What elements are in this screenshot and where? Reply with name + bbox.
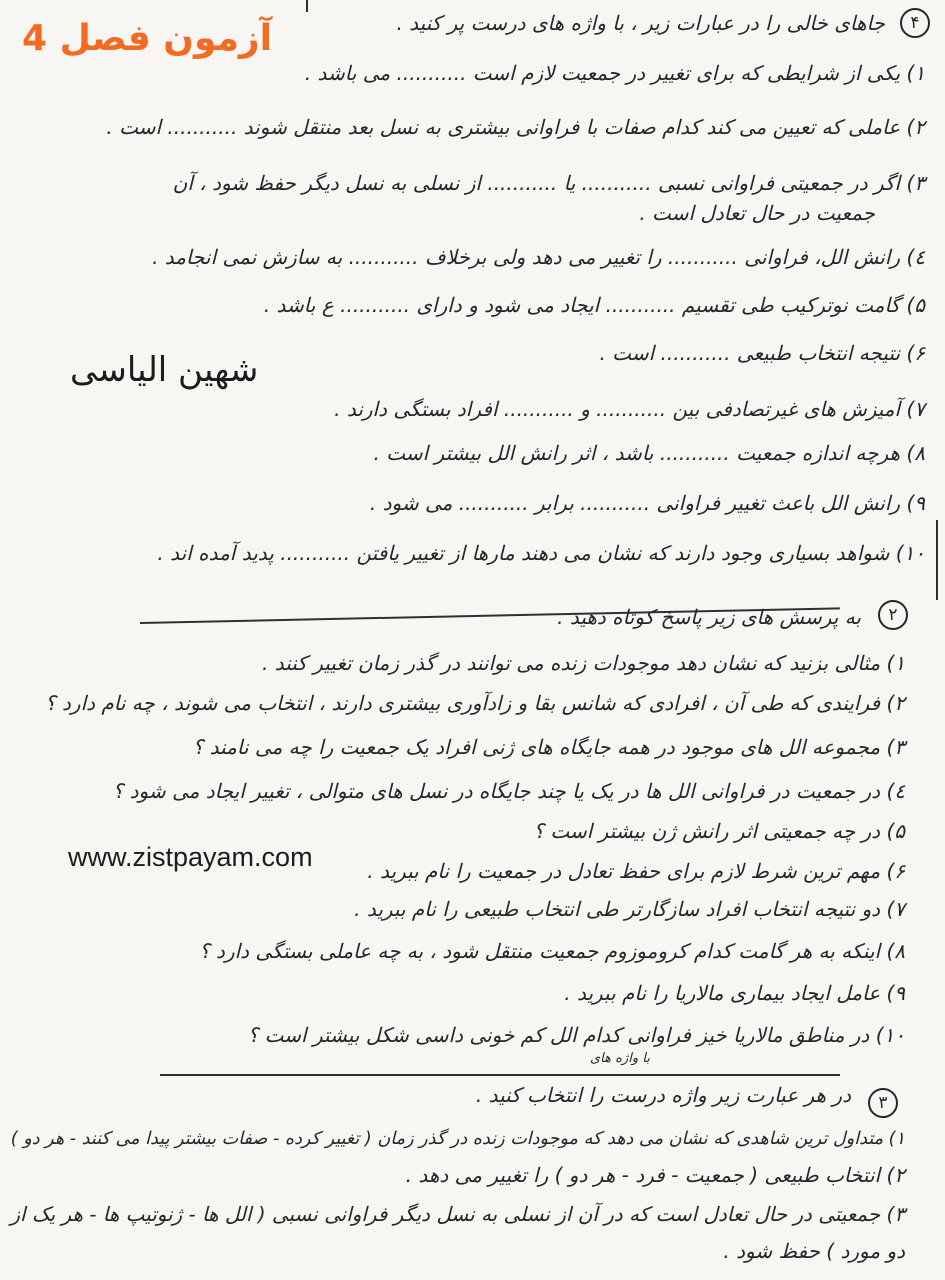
item-text: نتیجه انتخاب طبیعی ........... است .: [599, 341, 901, 365]
section2-item: [45, 690, 905, 716]
item-text: متداول ترین شاهدی که نشان می دهد که موجودات زنده در گذر زمان ( تغییر کرده - صفات بیشتر پیدا می کنند - هر دو ): [10, 1129, 884, 1149]
item-text: دو مورد ) حفظ شود .: [723, 1239, 905, 1263]
item-number: ۲): [886, 1163, 905, 1187]
section-divider: [160, 1074, 840, 1076]
item-text: اینکه به هر گامت کدام کروموزوم جمعیت منتقل شود ، به چه عاملی بستگی دارد ؟: [199, 939, 881, 963]
author-name: شهین الیاسی: [70, 350, 259, 390]
item-text: رانش الل، فراوانی ........... را تغییر می دهد ولی برخلاف ........... به سازش نمی انجامد .: [152, 245, 901, 269]
section2-item: [367, 858, 905, 884]
section1-item: [157, 540, 925, 566]
section1-number: ۴: [900, 8, 930, 38]
item-number: ۳): [886, 1203, 905, 1226]
item-number: ۲): [906, 115, 925, 139]
item-text: جمعیت در حال تعادل است .: [639, 201, 875, 225]
item-text: انتخاب طبیعی ( جمعیت - فرد - هر دو ) را تغییر می دهد .: [405, 1163, 881, 1187]
section2-item: [354, 896, 905, 922]
section2-item: [533, 818, 905, 844]
item-number: ۷): [886, 897, 905, 921]
section3-instruction: در هر عبارت زیر واژه درست را انتخاب کنید .: [475, 1083, 851, 1107]
website-watermark: www.zistpayam.com: [68, 842, 313, 872]
item-number: ۸): [906, 441, 925, 465]
item-number: ۵): [886, 819, 905, 843]
item-text: گامت نوترکیب طی تقسیم ........... ایجاد می شود و دارای ........... ع باشد .: [263, 293, 901, 317]
item-number: ۲): [886, 691, 905, 715]
item-number: ۷): [906, 397, 925, 421]
item-text: دو نتیجه انتخاب افراد سازگارتر طی انتخاب طبیعی را نام ببرید .: [354, 897, 881, 921]
section1-item: [305, 60, 925, 86]
item-number: ۱۰): [895, 541, 925, 565]
item-text: فرایندی که طی آن ، افرادی که شانس بقا و زادآوری بیشتری دارند ، انتخاب می شوند ، چه نام دارد ؟: [45, 691, 881, 715]
item-number: ۳): [886, 735, 905, 759]
section2-item: [262, 650, 905, 676]
item-number: ٤): [906, 245, 925, 269]
section1-item: [334, 396, 925, 422]
item-number: ۸): [886, 939, 905, 963]
section2-item: [248, 1022, 905, 1048]
item-text: جمعیتی در حال تعادل است که در آن از نسلی به نسل دیگر فراوانی نسبی ( الل ها - ژنوتیپ ها - هر یک از: [10, 1203, 881, 1226]
item-text: مثالی بزنید که نشان دهد موجودات زنده می توانند در گذر زمان تغییر کنند .: [262, 651, 881, 675]
item-text: رانش الل باعث تغییر فراوانی ........... برابر ........... می شود .: [369, 491, 901, 515]
item-number: ٤): [886, 779, 905, 803]
top-pen-mark: [306, 0, 308, 12]
item-text: در چه جمعیتی اثر رانش ژن بیشتر است ؟: [533, 819, 881, 843]
item-number: ۱): [886, 651, 905, 675]
section1-instruction: جاهای خالی را در عبارات زیر ، با واژه های درست پر کنید .: [396, 11, 885, 35]
section2-item: [564, 980, 905, 1006]
section1-item: [106, 114, 925, 140]
margin-pen-mark: [936, 520, 938, 600]
section3-item: [406, 1162, 905, 1188]
item-number: ۹): [886, 981, 905, 1005]
item-number: ۳): [906, 171, 925, 195]
item-text: عاملی که تعیین می کند کدام صفات با فراوانی بیشتری به نسل بعد منتقل شوند ........... است .: [106, 115, 901, 139]
item-number: ۶): [886, 859, 905, 883]
item-text: در مناطق مالاریا خیز فراوانی کدام الل کم خونی داسی شکل بیشتر است ؟: [247, 1023, 870, 1047]
section1-item-continued: [639, 200, 875, 226]
item-number: ۹): [906, 491, 925, 515]
item-text: مهم ترین شرط لازم برای حفظ تعادل در جمعیت را نام ببرید .: [367, 859, 881, 883]
item-text: آمیزش های غیرتصادفی بین ........... و ........... افراد بستگی دارند .: [334, 397, 901, 421]
section2-instruction: به پرسش های زیر پاسخ کوتاه دهید .: [557, 605, 861, 629]
correction-note: با واژه های: [590, 1051, 650, 1066]
section1-item: [152, 244, 925, 270]
section3-item: [10, 1202, 905, 1228]
item-text: یکی از شرایطی که برای تغییر در جمعیت لازم است ........... می باشد .: [304, 61, 901, 85]
section2-number: ۲: [878, 600, 908, 630]
item-text: هرچه اندازه جمعیت ........... باشد ، اثر رانش الل بیشتر است .: [373, 441, 901, 465]
item-number: ۶): [906, 341, 925, 365]
section3-number: ۳: [868, 1088, 898, 1118]
item-number: ۵): [906, 293, 925, 317]
item-text: مجموعه الل های موجود در همه جایگاه های ژنی افراد یک جمعیت را چه می نامند ؟: [192, 735, 881, 759]
section2-item: [199, 938, 905, 964]
item-number: ۱): [906, 61, 925, 85]
section1-item: [370, 490, 925, 516]
item-text: در جمعیت در فراوانی الل ها در یک یا چند جایگاه در نسل های متوالی ، تغییر ایجاد می شود ؟: [112, 779, 881, 803]
section3-item: [11, 1126, 905, 1152]
exam-title: آزمون فصل 4: [22, 18, 272, 59]
section1-item: [264, 292, 925, 318]
section1-item: [374, 440, 925, 466]
item-text: اگر در جمعیتی فراوانی نسبی ........... یا ........... از نسلی به نسل دیگر حفظ شود ، آن: [172, 171, 901, 195]
section1-item: [599, 340, 925, 366]
section3-item-continued: [723, 1238, 905, 1264]
item-number: ۱): [888, 1129, 905, 1149]
item-text: شواهد بسیاری وجود دارند که نشان می دهند مارها از تغییر یافتن ........... پدید آمده اند .: [157, 541, 890, 565]
item-number: ۱۰): [875, 1023, 905, 1047]
section2-item: [193, 734, 905, 760]
item-text: عامل ایجاد بیماری مالاریا را نام ببرید .: [564, 981, 881, 1005]
section1-item: [173, 170, 925, 196]
section2-item: [113, 778, 905, 804]
